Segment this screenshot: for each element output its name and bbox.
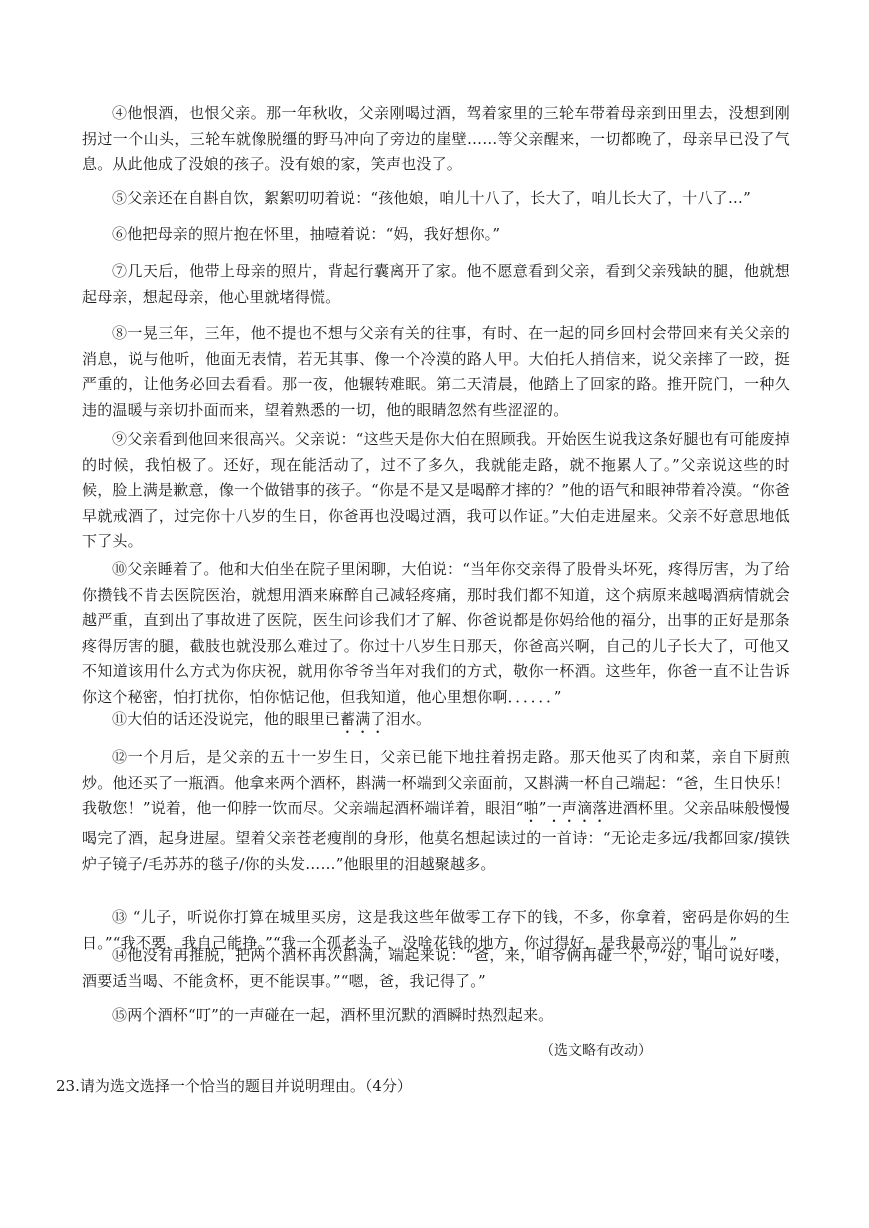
- paragraph-7: ⑦几天后，他带上母亲的照片，背起行囊离开了家。他不愿意看到父亲，看到父亲残缺的腿，他就想起母亲，想起母亲，他心里就堵得慌。: [82, 262, 790, 306]
- paragraph-10: ⑩父亲睡着了。他和大伯坐在院子里闲聊，大伯说：“当年你交亲得了股骨头坏死，疼得厉害，为了给你攒钱不肯去医院医治，就想用酒来麻醉自己减轻疼痛，那时我们都不知道，这个病原来越喝酒病情就会越严重，直到出了事故进了医院，医生问诊我们才了解、你爸说都是你妈给他的福分，出事的正好是那条疼得厉害的腿，截肢也就没那么难过了。你过十八岁生日那天，你爸高兴啊，自己的儿子长大了，可他又不知道该用什么方式为你庆祝，就用你爷爷当年对我们的方式，敬你一杯酒。这些年，你爸一直不让告诉你这个秘密，怕打扰你，怕你惦记他，但我知道，他心里想你啊．．．．．．”: [82, 560, 790, 706]
- paragraph-6: ⑥他把母亲的照片抱在怀里，抽噎着说：“妈，我好想你。”: [112, 225, 501, 243]
- paragraph-11: [82, 707, 790, 737]
- paragraph-12-text-b: 进酒杯里。父亲品味般慢慢喝完了酒，起身进屋。望着父亲苍老瘦削的身形，他莫名想起读过的一首诗：“无论走多远/我都回家/摸铁炉子镜子/毛苏苏的毯子/你的头发……”他眼里的泪越聚越多。: [82, 799, 791, 873]
- question-23: 23.请为选文选择一个恰当的题目并说明理由。（4分）: [56, 1077, 412, 1095]
- paragraph-5: ⑤父亲还在自斟自饮，絮絮叨叨着说：“孩他娘，咱儿十八了，长大了，咱儿长大了，十八了…”: [112, 189, 751, 207]
- paragraph-4: ④他恨酒，也恨父亲。那一年秋收，父亲刚喝过酒，驾着家里的三轮车带着母亲到田里去，没想到刚拐过一个山头，三轮车就像脱缰的野马冲向了旁边的崖壁……等父亲醒来，一切都晚了，母亲早已没了气息。从此他成了没娘的孩子。没有娘的家，笑声也没了。: [82, 104, 790, 173]
- paragraph-12-dotted-phrase: 啪”一声滴落: [523, 799, 608, 817]
- paragraph-11-text-b: 泪水。: [385, 710, 432, 728]
- source-attribution: （选文略有改动）: [540, 1043, 652, 1059]
- paragraph-13: ⑬ “儿子，听说你打算在城里买房，这是我这些年做零工存下的钱，不多，你拿着，密码是你妈的生日。”“我不要，我自己能挣。”“我一个孤老头子，没啥花钱的地方，你过得好，是我最高兴的事儿。”: [82, 908, 790, 952]
- paragraph-8: ⑧一晃三年，三年，他不提也不想与父亲有关的往事，有时、在一起的同乡回村会带回来有关父亲的消息，说与他听，他面无表情，若无其事、像一个冷漠的路人甲。大伯托人捎信来，说父亲摔了一跤，挺严重的，让他务必回去看看。那一夜，他辗转难眠。第二天清晨，他踏上了回家的路。推开院门，一种久违的温暖与亲切扑面而来，望着熟悉的一切，他的眼睛忽然有些涩涩的。: [82, 324, 790, 419]
- paragraph-9: ⑨父亲看到他回来很高兴。父亲说：“这些天是你大伯在照顾我。开始医生说我这条好腿也有可能废掉的时候，我怕极了。还好，现在能活动了，过不了多久，我就能走路，就不拖累人了。”父亲说这些的时候，脸上满是歉意，像一个做错事的孩子。“你是不是又是喝醉才摔的？”他的语气和眼神带着冷漠。“你爸早就戒酒了，过完你十八岁的生日，你爸再也没喝过酒，我可以作证。”大伯走进屋来。父亲不好意思地低下了头。: [82, 430, 790, 550]
- paragraph-11-dotted-phrase: 蓄满了: [340, 710, 386, 728]
- paragraph-11-text-a: ⑪大伯的话还没说完，他的眼里已: [112, 710, 341, 728]
- paragraph-12-text-a: ⑫一个月后，是父亲的五十一岁生日，父亲已能下地拄着拐走路。那天他买了肉和菜，亲自下厨煎炒。他还买了一瓶酒。他拿来两个酒杯，斟满一杯端到父亲面前，又斟满一杯自己端起：“爸，生日快乐！我敬您！”说着，他一仰脖一饮而尽。父亲端起酒杯端详着，眼泪“: [82, 748, 790, 817]
- paragraph-15: ⑮两个酒杯“叮”的一声碰在一起，酒杯里沉默的酒瞬时热烈起来。: [112, 1006, 554, 1024]
- paragraph-14: ⑭他没有再推脱，把两个酒杯再次斟满，端起来说：“爸，来，咱爷俩再碰一个，”“好，咱可说好喽，酒要适当喝、不能贪杯，更不能误事。”“嗯，爸，我记得了。”: [82, 946, 790, 990]
- paragraph-12: [82, 745, 790, 877]
